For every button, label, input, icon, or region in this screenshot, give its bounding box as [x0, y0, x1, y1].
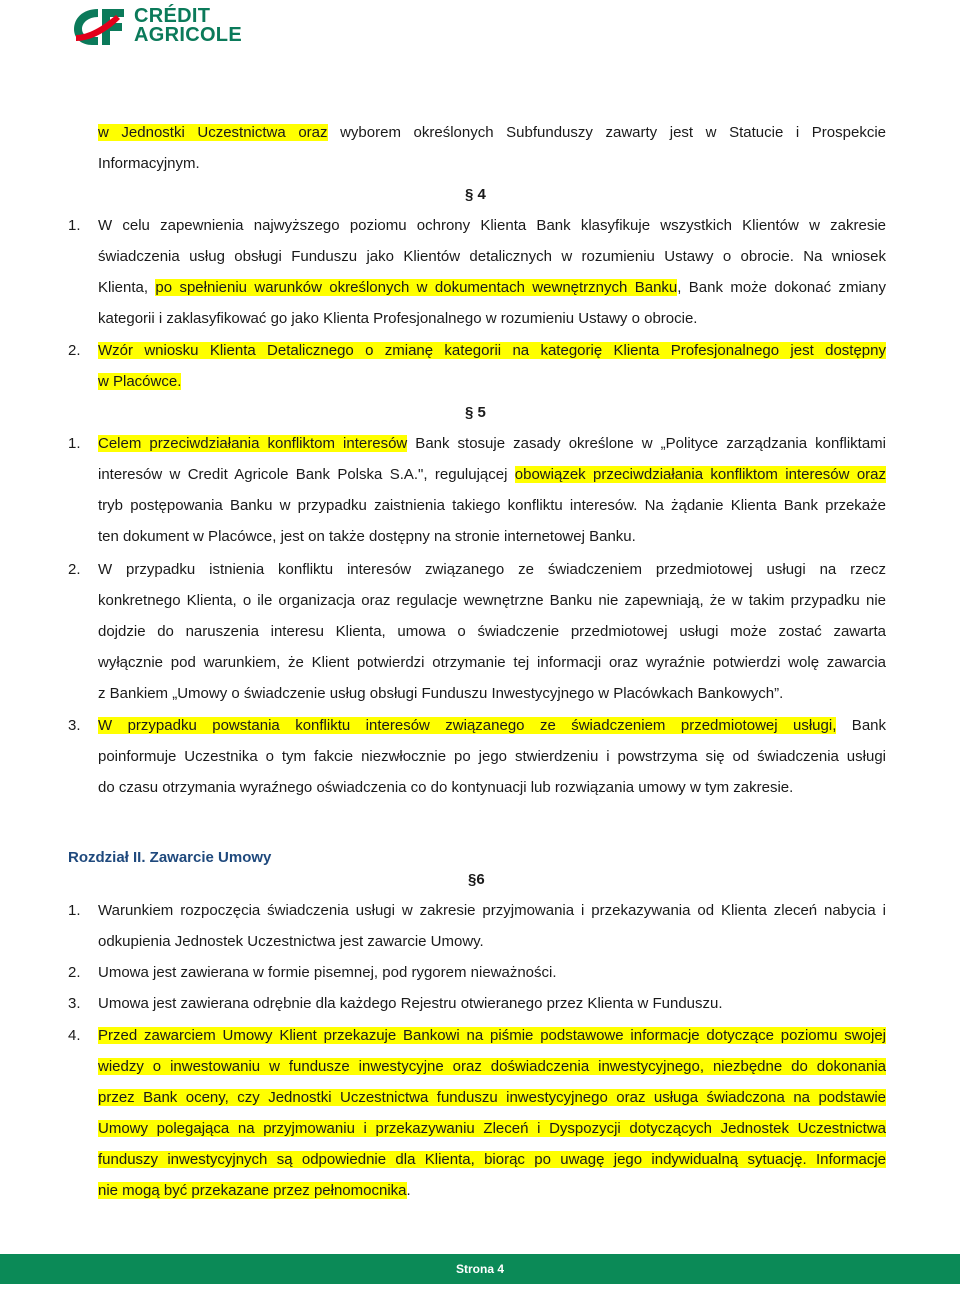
- text-line: Warunkiem rozpoczęcia świadczenia usługi w zakresie przyjmowania i przekazywania od Klienta zleceń nabycia i: [98, 902, 886, 919]
- text-line: [98, 272, 886, 303]
- text-line: [98, 1113, 886, 1144]
- text-line: W celu zapewnienia najwyższego poziomu ochrony Klienta Bank klasyfikuje wszystkich Klientów w zakresie: [98, 217, 886, 234]
- highlighted-text: nie mogą być przekazane przez pełnomocnika: [98, 1182, 407, 1199]
- text-line: [98, 1144, 886, 1175]
- list-number: 4.: [68, 1027, 81, 1044]
- text-line: świadczenia usług obsługi Funduszu jako Klientów detalicznych w rozumieniu Ustawy o obrocie. Na wniosek: [98, 248, 886, 265]
- highlighted-text: W przypadku powstania konfliktu interesów związanego ze świadczeniem przedmiotowej usługi,: [98, 717, 837, 734]
- text-line: [98, 1020, 886, 1051]
- text-line: wyłącznie pod warunkiem, że Klient potwierdzi otrzymanie tej informacji oraz wyraźnie potwierdzi wolę zawarcia: [98, 654, 886, 671]
- continuation-paragraph: [98, 117, 886, 179]
- text-line: do czasu otrzymania wyraźnego oświadczenia co do kontynuacji lub rozwiązania umowy w tym zakresie.: [98, 779, 794, 796]
- highlighted-text: przez Bank oceny, czy Jednostki Uczestnictwa funduszu inwestycyjnego oraz usługa świadczona na podstawie: [98, 1089, 886, 1106]
- logo-text-line1: CRÉDIT: [134, 5, 211, 27]
- logo-text-line2: AGRICOLE: [134, 24, 242, 46]
- list-item: [98, 335, 886, 397]
- text-line: [98, 1175, 886, 1206]
- highlighted-text: funduszy inwestycyjnych są odpowiednie dla Klienta, biorąc po uwagę jego indywidualną sytuację. Informacje: [98, 1151, 886, 1168]
- section-heading-4: § 4: [465, 186, 486, 203]
- text-line: ten dokument w Placówce, jest on także dostępny na stronie internetowej Banku.: [98, 528, 636, 545]
- highlighted-text: po spełnieniu warunków określonych w dokumentach wewnętrznych Banku: [155, 279, 678, 296]
- text-line: dojdzie do naruszenia interesu Klienta, umowa o świadczenie przedmiotowej usługi może zostać zawarta: [98, 623, 886, 640]
- list-item: [98, 554, 886, 709]
- text-span: interesów w Credit Agricole Bank Polska S.A.", regulującej: [98, 466, 515, 483]
- list-item: [98, 710, 886, 803]
- section-heading-6: §6: [468, 871, 485, 888]
- text-line: konkretnego Klienta, o ile organizacja oraz regulacje wewnętrzne Banku nie zapewniają, że w takim przypadku nie: [98, 592, 886, 609]
- text-line: [98, 428, 886, 459]
- list-number: 2.: [68, 561, 81, 578]
- text-line: [98, 710, 886, 741]
- list-number: 1.: [68, 435, 81, 452]
- list-item: [98, 988, 886, 1019]
- text-line: [98, 1051, 886, 1082]
- text-line: [98, 117, 886, 148]
- list-item: [98, 428, 886, 552]
- text-line: Informacyjnym.: [98, 155, 200, 172]
- list-number: 2.: [68, 342, 81, 359]
- text-span: Bank stosuje zasady określone w „Polityce zarządzania konfliktami: [407, 435, 886, 452]
- highlighted-text: w Jednostki Uczestnictwa oraz: [98, 124, 328, 141]
- text-span: .: [406, 1182, 411, 1199]
- text-line: z Bankiem „Umowy o świadczenie usług obsługi Funduszu Inwestycyjnego w Placówkach Bankowych”.: [98, 685, 784, 702]
- text-span: wyborem określonych Subfunduszy zawarty jest w Statucie i Prospekcie: [327, 124, 886, 141]
- text-line: kategorii i zaklasyfikować go jako Klienta Profesjonalnego w rozumieniu Ustawy o obrocie.: [98, 310, 698, 327]
- page-number: Strona 4: [455, 1262, 504, 1276]
- section-heading-5: § 5: [465, 404, 486, 421]
- highlighted-text: Celem przeciwdziałania konfliktom interesów: [98, 435, 408, 452]
- text-line: [98, 459, 886, 490]
- list-item: [98, 210, 886, 334]
- highlighted-text: wiedzy o inwestowaniu w fundusze inwestycyjne oraz doświadczenia inwestycyjnego, niezbędne do dokonania: [98, 1058, 886, 1075]
- text-line: Umowa jest zawierana w formie pisemnej, pod rygorem nieważności.: [98, 964, 557, 981]
- text-line: Umowa jest zawierana odrębnie dla każdego Rejestru otwieranego przez Klienta w Funduszu.: [98, 995, 723, 1012]
- text-line: [98, 335, 886, 366]
- list-number: 3.: [68, 995, 81, 1012]
- list-item: [98, 1020, 886, 1206]
- list-number: 1.: [68, 217, 81, 234]
- text-line: tryb postępowania Banku w przypadku zaistnienia takiego konfliktu interesów. Na żądanie Klienta Bank przekaże: [98, 497, 886, 514]
- list-item: [98, 895, 886, 957]
- highlighted-text: Przed zawarciem Umowy Klient przekazuje Bankowi na piśmie podstawowe informacje dotyczące poziomu swojej: [98, 1027, 886, 1044]
- list-number: 2.: [68, 964, 81, 981]
- page-footer: [0, 1254, 960, 1284]
- list-number: 3.: [68, 717, 81, 734]
- text-span: Bank: [836, 717, 886, 734]
- text-line: odkupienia Jednostek Uczestnictwa jest zawarcie Umowy.: [98, 933, 484, 950]
- credit-agricole-logo: [68, 5, 278, 47]
- credit-agricole-wordmark: [134, 7, 242, 45]
- list-number: 1.: [68, 902, 81, 919]
- text-line: poinformuje Uczestnika o tym fakcie niezwłocznie po jego stwierdzeniu i powstrzyma się od świadczenia usługi: [98, 748, 886, 765]
- list-item: [98, 957, 886, 988]
- text-span: Klienta,: [98, 279, 156, 296]
- highlighted-text: Wzór wniosku Klienta Detalicznego o zmianę kategorii na kategorię Klienta Profesjonalnego jest dostępny: [98, 342, 886, 359]
- text-line: W przypadku istnienia konfliktu interesów związanego ze świadczeniem przedmiotowej usługi na rzecz: [98, 561, 886, 578]
- highlighted-text: Umowy polegająca na przyjmowaniu i przekazywaniu Zleceń i Dyspozycji dotyczących Jednostek Uczestnictwa: [98, 1120, 886, 1137]
- text-span: , Bank może dokonać zmiany: [677, 279, 886, 296]
- highlighted-text: obowiązek przeciwdziałania konfliktom interesów oraz: [514, 466, 886, 483]
- text-line: [98, 366, 886, 397]
- text-line: [98, 1082, 886, 1113]
- credit-agricole-logo-icon: [68, 5, 128, 47]
- highlighted-text: w Placówce.: [98, 373, 182, 390]
- chapter-heading: Rozdział II. Zawarcie Umowy: [68, 849, 272, 866]
